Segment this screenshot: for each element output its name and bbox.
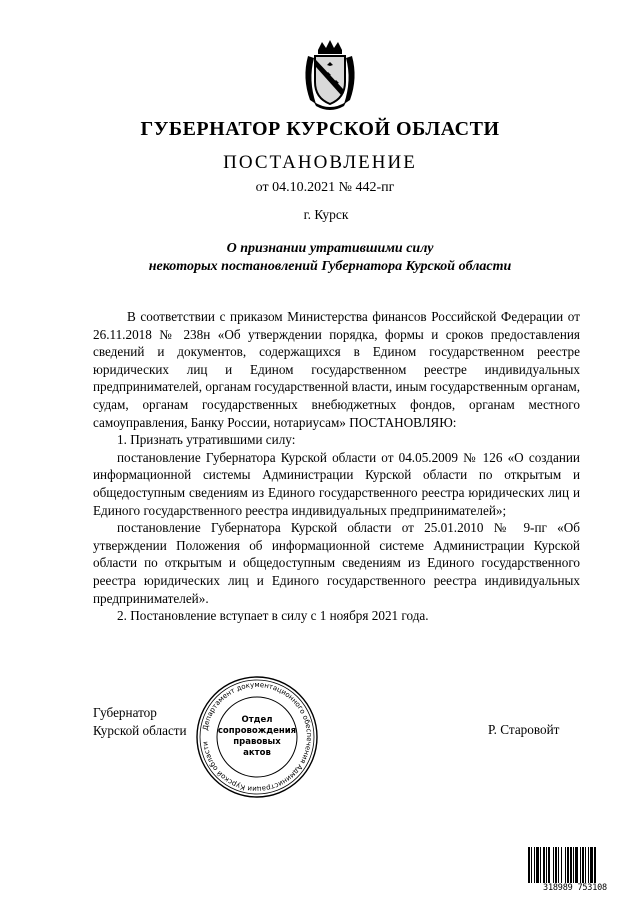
barcode-bar [534, 847, 535, 883]
barcode-bar [531, 847, 532, 883]
barcode-bar [553, 847, 554, 883]
barcode-bar [540, 847, 541, 883]
document-title: ГУБЕРНАТОР КУРСКОЙ ОБЛАСТИ [140, 118, 500, 140]
barcode-bar [558, 847, 559, 883]
barcode-bar [546, 847, 547, 883]
coat-of-arms-icon [300, 38, 360, 112]
stamp-center-line-4: актов [243, 748, 271, 758]
barcode-bar [528, 847, 530, 883]
document-type: ПОСТАНОВЛЕНИЕ [223, 152, 417, 173]
document-number-line: от 04.10.2021 № 442-пг [255, 180, 395, 195]
document-body [93, 308, 580, 625]
barcode-bar [561, 847, 562, 883]
barcode-bar [555, 847, 557, 883]
barcode-number: 318989 753108 [543, 883, 607, 893]
body-paragraph-repeal-2: постановление Губернатора Курской области от 25.01.2010 № 9-пг «Об утверждении Положения об информационной системе Администрации Курской области по открытым и общедоступным сведениям из Единого государственного реестра юридических лиц и Единого государственного реестра индивидуальных предпринимателей». [93, 520, 580, 606]
signatory-position [93, 704, 187, 740]
barcode-bar [594, 847, 596, 883]
stamp-ring-text: Департамент документационного обеспечения Администрации Курской области [201, 680, 314, 794]
subject-line-2: некоторых постановлений Губернатора Курской области [148, 259, 512, 274]
barcode [527, 847, 623, 883]
barcode-bar [565, 847, 566, 883]
document-subject [10, 240, 640, 276]
barcode-bar [543, 847, 545, 883]
barcode-bar [570, 847, 572, 883]
barcode-bar [536, 847, 539, 883]
barcode-bar [582, 847, 584, 883]
barcode-bar [567, 847, 569, 883]
body-paragraph-repeal-1: постановление Губернатора Курской области от 04.05.2009 № 126 «О создании информационной системы Администрации Курской области по открытым и общедоступным сведениям из Единого государственного реестра юридических лиц и Единого государственного реестра индивидуальных предпринимателей»; [93, 449, 580, 518]
stamp-center-line-3: правовых [233, 737, 281, 747]
body-paragraph-item-2: 2. Постановление вступает в силу с 1 ноября 2021 года. [117, 608, 429, 624]
barcode-bar [548, 847, 550, 883]
signatory-position-line-1: Губернатор [93, 705, 157, 720]
stamp-center-line-2: сопровождения [217, 726, 297, 736]
official-stamp [192, 672, 322, 802]
document-city: г. Курск [303, 207, 349, 222]
barcode-bar [580, 847, 581, 883]
body-paragraph-item-1: 1. Признать утратившими силу: [117, 432, 296, 448]
stamp-center-line-1: Отдел [241, 715, 273, 725]
barcode-bar [588, 847, 589, 883]
barcode-bar [585, 847, 586, 883]
body-paragraph-preamble: В соответствии с приказом Министерства финансов Российской Федерации от 26.11.2018 № 238н «Об утверждении порядка, формы и сроков предоставления сведений и документов, содержащихся в Едином государственном реестре юридических лиц и Едином государственном реестре индивидуальных предпринимателей, органам государственной власти, иным государственным органам, судам, органам государственных внебюджетных фондов, органам местного самоуправления, Банку России, нотариусам» ПОСТАНОВЛЯЮ: [93, 309, 580, 430]
barcode-bar [573, 847, 574, 883]
signatory-name: Р. Старовойт [488, 722, 560, 737]
barcode-bar [590, 847, 593, 883]
barcode-bar [575, 847, 578, 883]
subject-line-1: О признании утратившими силу [226, 241, 434, 256]
signatory-position-line-2: Курской области [93, 723, 187, 738]
